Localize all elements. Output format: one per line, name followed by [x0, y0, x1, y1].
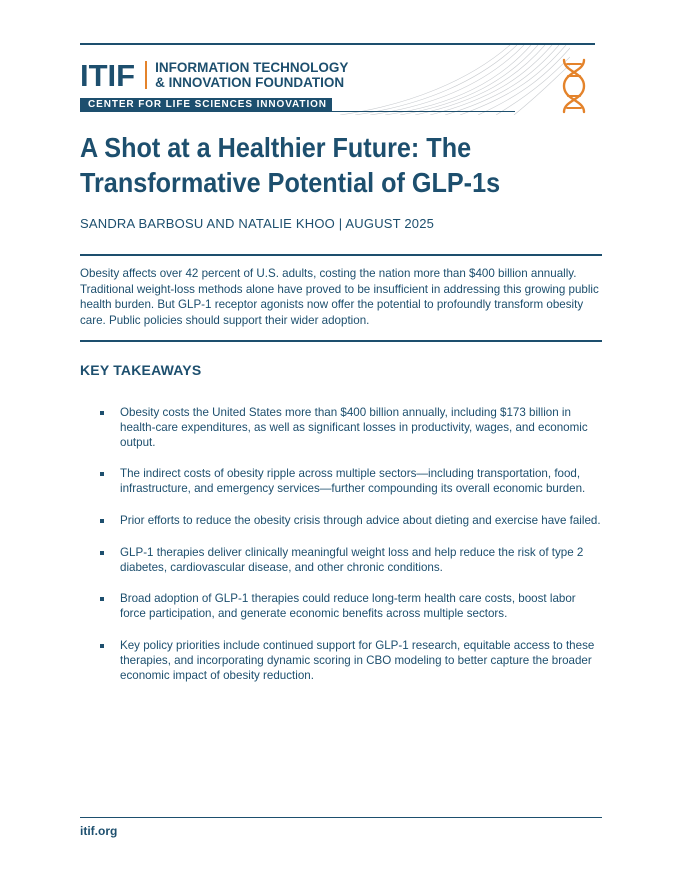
- abstract-bottom-rule: [80, 340, 602, 342]
- takeaway-text: Key policy priorities include continued support for GLP-1 research, equitable access to these therapies, and incorporating dynamic scoring in CBO modeling to better capture the broader economic impact of obesity reduction.: [120, 638, 595, 682]
- center-label: CENTER FOR LIFE SCIENCES INNOVATION: [80, 98, 332, 112]
- logo-wordmark: ITIF: [80, 57, 136, 93]
- bullet-icon: [100, 472, 104, 476]
- report-title: A Shot at a Healthier Future: The Transformative Potential of GLP-1s: [80, 132, 501, 198]
- takeaway-text: Obesity costs the United States more than $400 billion annually, including $173 billion in health-care expenditures, as well as significant losses in productivity, wages, and economic output.: [120, 406, 588, 449]
- takeaway-text: GLP-1 therapies deliver clinically meaningful weight loss and help reduce the risk of type 2 diabetes, cardiovascular disease, and other chronic conditions.: [120, 545, 584, 574]
- dna-icon: [558, 58, 590, 114]
- org-name-line2: & INNOVATION FOUNDATION: [155, 75, 345, 90]
- bullet-icon: [100, 551, 104, 555]
- takeaway-item: [100, 546, 602, 576]
- org-name-line1: INFORMATION TECHNOLOGY: [155, 60, 349, 75]
- takeaway-text: Prior efforts to reduce the obesity crisis through advice about dieting and exercise have failed.: [120, 513, 601, 527]
- footer-rule: [80, 817, 602, 818]
- takeaway-text: Broad adoption of GLP-1 therapies could reduce long-term health care costs, boost labor force participation, and generate economic benefits across multiple sectors.: [120, 592, 576, 621]
- itif-logo: [80, 58, 348, 92]
- abstract: Obesity affects over 42 percent of U.S. adults, costing the nation more than $400 billion annually. Traditional weight-loss methods alone have proved to be insufficient in addressing this growing public health burden. But GLP-1 receptor agonists now offer the potential to profoundly transform obesity care. Public policies should support their wider adoption.: [80, 267, 599, 327]
- takeaway-item: [100, 406, 602, 450]
- bullet-icon: [100, 519, 104, 523]
- takeaway-item: [100, 639, 602, 683]
- org-name: [155, 60, 348, 90]
- key-takeaways-list: [100, 406, 602, 700]
- takeaway-item: [100, 514, 602, 529]
- abstract-top-rule: [80, 254, 602, 256]
- takeaway-item: [100, 467, 602, 497]
- center-label-underline: [332, 111, 515, 112]
- bullet-icon: [100, 644, 104, 648]
- key-takeaways-heading: KEY TAKEAWAYS: [80, 362, 202, 378]
- takeaway-text: The indirect costs of obesity ripple across multiple sectors—including transportation, food, infrastructure, and emergency services—further compounding its overall economic burden.: [120, 467, 586, 496]
- logo-divider: [145, 61, 147, 89]
- takeaway-item: [100, 592, 602, 622]
- byline: SANDRA BARBOSU AND NATALIE KHOO | AUGUST 2025: [80, 216, 435, 231]
- footer-link[interactable]: itif.org: [80, 824, 118, 838]
- bullet-icon: [100, 597, 104, 601]
- bullet-icon: [100, 411, 104, 415]
